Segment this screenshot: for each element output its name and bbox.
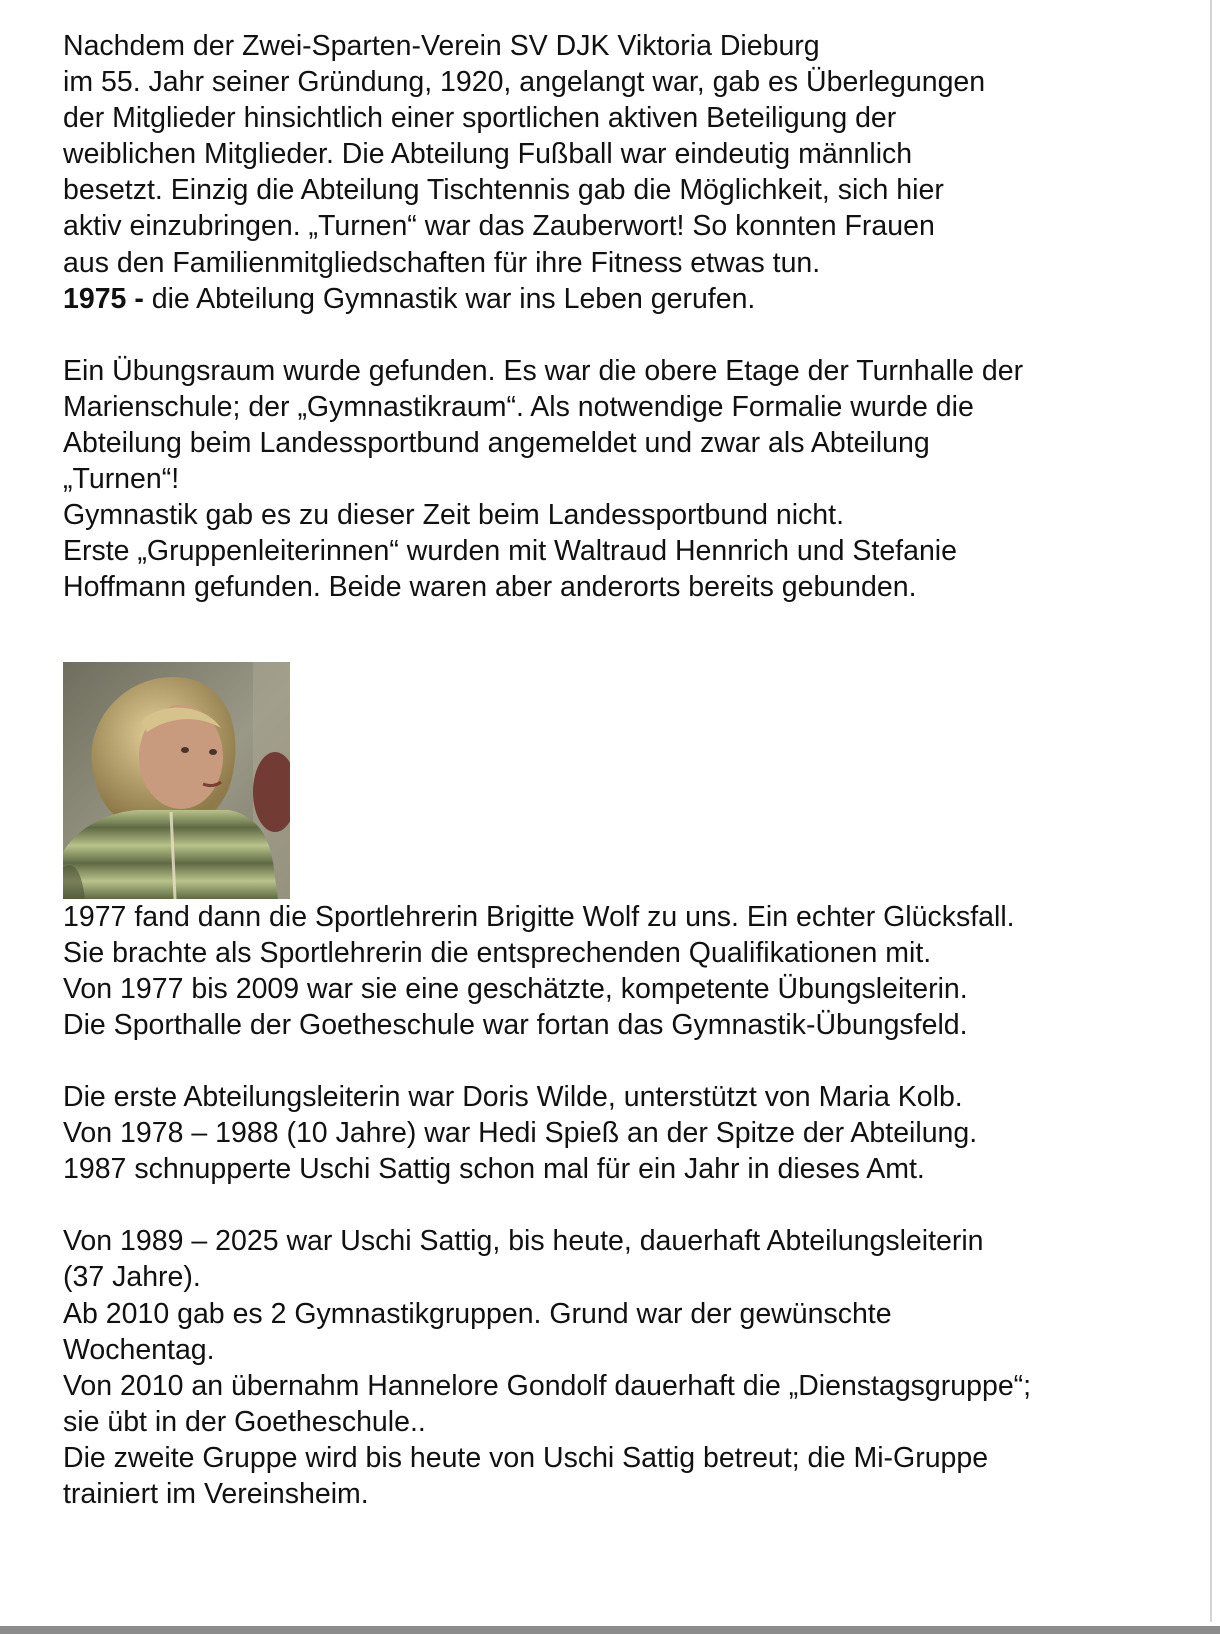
- text-line: der Mitglieder hinsichtlich einer sportlichen aktiven Beteiligung der: [63, 102, 897, 135]
- text-line-founding-year: [63, 281, 1183, 317]
- text-line: Abteilung beim Landessportbund angemeldet und zwar als Abteilung: [63, 427, 930, 460]
- text-line: sie übt in der Goetheschule..: [63, 1405, 426, 1438]
- window-bottom-edge: [0, 1626, 1220, 1634]
- text-line: Die erste Abteilungsleiterin war Doris Wilde, unterstützt von Maria Kolb.: [63, 1080, 963, 1113]
- text-line: Nachdem der Zwei-Sparten-Verein SV DJK Viktoria Dieburg: [63, 30, 820, 62]
- text-line: Von 2010 an übernahm Hannelore Gondolf dauerhaft die „Dienstagsgruppe“;: [63, 1369, 1032, 1402]
- text-line: Von 1989 – 2025 war Uschi Sattig, bis heute, dauerhaft Abteilungsleiterin: [63, 1225, 984, 1258]
- paragraph-spacer: [63, 606, 1183, 662]
- text-line: Gymnastik gab es zu dieser Zeit beim Landessportbund nicht.: [63, 499, 844, 532]
- paragraph-training-room: [63, 353, 1183, 606]
- founding-text: die Abteilung Gymnastik war ins Leben gerufen.: [143, 282, 756, 315]
- document-body: [63, 28, 1183, 1512]
- text-line: Die Sporthalle der Goetheschule war fortan das Gymnastik-Übungsfeld.: [63, 1008, 968, 1041]
- text-line: „Turnen“!: [63, 463, 180, 496]
- text-line: Marienschule; der „Gymnastikraum“. Als notwendige Formalie wurde die: [63, 390, 974, 423]
- text-line: trainiert im Vereinsheim.: [63, 1478, 369, 1510]
- text-line: Sie brachte als Sportlehrerin die entsprechenden Qualifikationen mit.: [63, 936, 932, 969]
- portrait-photo-icon: [63, 662, 290, 899]
- text-line: aktiv einzubringen. „Turnen“ war das Zauberwort! So konnten Frauen: [63, 210, 935, 243]
- paragraph-founding: [63, 28, 1183, 317]
- text-line: weiblichen Mitglieder. Die Abteilung Fußball war eindeutig männlich: [63, 138, 913, 171]
- paragraph-brigitte-wolf: [63, 899, 1183, 1043]
- text-line: Von 1977 bis 2009 war sie eine geschätzte, kompetente Übungsleiterin.: [63, 972, 968, 1005]
- text-line: Erste „Gruppenleiterinnen“ wurden mit Waltraud Hennrich und Stefanie: [63, 535, 957, 568]
- text-line: 1977 fand dann die Sportlehrerin Brigitte Wolf zu uns. Ein echter Glücksfall.: [63, 900, 1015, 933]
- paragraph-spacer: [63, 1043, 1183, 1079]
- text-line: Wochentag.: [63, 1333, 215, 1366]
- text-line: Die zweite Gruppe wird bis heute von Uschi Sattig betreut; die Mi-Gruppe: [63, 1441, 989, 1474]
- text-line: im 55. Jahr seiner Gründung, 1920, angelangt war, gab es Überlegungen: [63, 66, 986, 99]
- text-line: aus den Familienmitgliedschaften für ihre Fitness etwas tun.: [63, 246, 821, 279]
- text-line: Von 1978 – 1988 (10 Jahre) war Hedi Spieß an der Spitze der Abteilung.: [63, 1117, 978, 1150]
- text-line: Hoffmann gefunden. Beide waren aber anderorts bereits gebunden.: [63, 571, 917, 604]
- portrait-photo: [63, 662, 290, 899]
- founding-year: 1975 -: [63, 282, 144, 315]
- text-line: Ab 2010 gab es 2 Gymnastikgruppen. Grund war der gewünschte: [63, 1297, 892, 1330]
- paragraph-uschi-sattig: [63, 1223, 1183, 1512]
- paragraph-spacer: [63, 1187, 1183, 1223]
- text-line: 1987 schnupperte Uschi Sattig schon mal für ein Jahr in dieses Amt.: [63, 1153, 925, 1186]
- paragraph-spacer: [63, 317, 1183, 353]
- text-line: (37 Jahre).: [63, 1261, 201, 1294]
- text-line: besetzt. Einzig die Abteilung Tischtennis gab die Möglichkeit, sich hier: [63, 174, 944, 207]
- text-line: Ein Übungsraum wurde gefunden. Es war die obere Etage der Turnhalle der: [63, 354, 1024, 387]
- paragraph-department-heads: [63, 1079, 1183, 1187]
